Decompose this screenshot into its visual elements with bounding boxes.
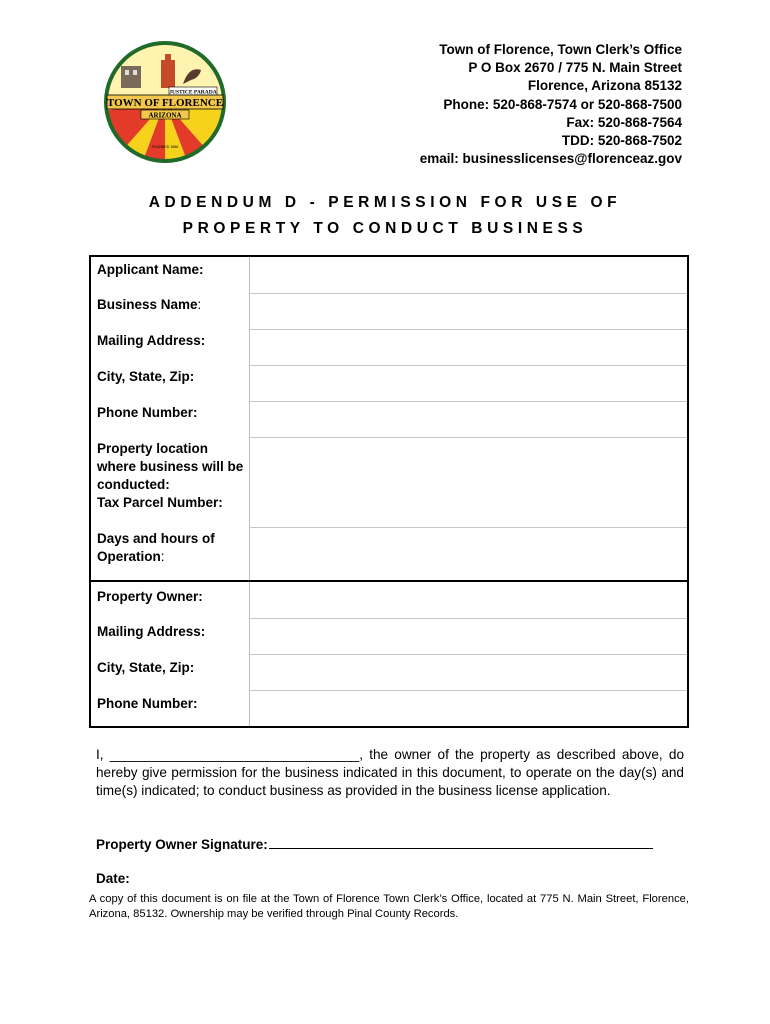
owner-phone-number-field[interactable] bbox=[251, 691, 685, 726]
business-name-field[interactable] bbox=[251, 294, 685, 329]
contact-tdd: TDD: 520-868-7502 bbox=[561, 133, 682, 149]
town-of-florence-seal bbox=[101, 40, 229, 164]
contact-email: email: businesslicenses@florenceaz.gov bbox=[419, 151, 682, 167]
owner-signature-label: Property Owner Signature: bbox=[96, 837, 268, 852]
signature-underline bbox=[269, 836, 653, 849]
property-location-label: Property location where business will be conducted: bbox=[97, 441, 244, 492]
column-divider bbox=[249, 257, 250, 726]
seal-banner-sub: ARIZONA bbox=[148, 111, 182, 120]
contact-city: Florence, Arizona 85132 bbox=[527, 78, 682, 94]
seal-banner-top: JUSTICE PARADA bbox=[169, 89, 217, 96]
owner-signature-line[interactable] bbox=[96, 836, 653, 852]
permission-form bbox=[89, 255, 689, 728]
owner-mailing-address-label: Mailing Address: bbox=[97, 624, 206, 639]
days-hours-label: Days and hours of Operation: bbox=[97, 531, 215, 564]
office-contact-block bbox=[420, 41, 682, 168]
applicant-name-label: Applicant Name: bbox=[97, 262, 204, 277]
city-state-zip-field[interactable] bbox=[251, 366, 685, 401]
owner-city-state-zip-field[interactable] bbox=[251, 655, 685, 690]
property-location-field[interactable] bbox=[251, 438, 685, 527]
contact-phone: Phone: 520-868-7574 or 520-868-7500 bbox=[443, 96, 682, 112]
footer-note: A copy of this document is on file at the Town of Florence Town Clerk’s Office, located at 775 N. Main Street, Florence, Arizona, 85132. Ownership may be verified through Pinal County Records. bbox=[89, 893, 689, 921]
phone-number-label: Phone Number: bbox=[97, 405, 198, 420]
applicant-name-field[interactable] bbox=[251, 257, 685, 293]
owner-phone-number-label: Phone Number: bbox=[97, 696, 198, 711]
seal-banner-main: TOWN OF FLORENCE bbox=[106, 97, 224, 109]
tax-parcel-label: Tax Parcel Number: bbox=[97, 495, 223, 510]
business-name-label: Business Name: bbox=[97, 297, 202, 312]
owner-city-state-zip-label: City, State, Zip: bbox=[97, 660, 195, 675]
property-owner-field[interactable] bbox=[251, 582, 685, 618]
contact-office-name: Town of Florence, Town Clerk’s Office bbox=[439, 42, 682, 57]
phone-number-field[interactable] bbox=[251, 402, 685, 437]
title-line-2: PROPERTY TO CONDUCT BUSINESS bbox=[182, 220, 588, 237]
document-title bbox=[0, 190, 770, 242]
days-hours-field[interactable] bbox=[251, 528, 685, 580]
mailing-address-label: Mailing Address: bbox=[97, 333, 206, 348]
permission-statement: I, _________________________________, the owner of the property as described above, do hereby give permission for the business indicated in this document, to operate on the day(s) and time(s) indicated; to conduct business as provided in the business license application. bbox=[96, 747, 684, 799]
mailing-address-field[interactable] bbox=[251, 330, 685, 365]
contact-fax: Fax: 520-868-7564 bbox=[566, 114, 682, 130]
title-line-1: ADDENDUM D - PERMISSION FOR USE OF bbox=[148, 194, 622, 211]
date-label[interactable]: Date: bbox=[96, 871, 130, 886]
contact-po-box: P O Box 2670 / 775 N. Main Street bbox=[468, 60, 682, 76]
seal-founded: FOUNDED 1866 bbox=[151, 145, 179, 149]
owner-mailing-address-field[interactable] bbox=[251, 619, 685, 654]
property-owner-label: Property Owner: bbox=[97, 589, 203, 604]
city-state-zip-label: City, State, Zip: bbox=[97, 369, 195, 384]
